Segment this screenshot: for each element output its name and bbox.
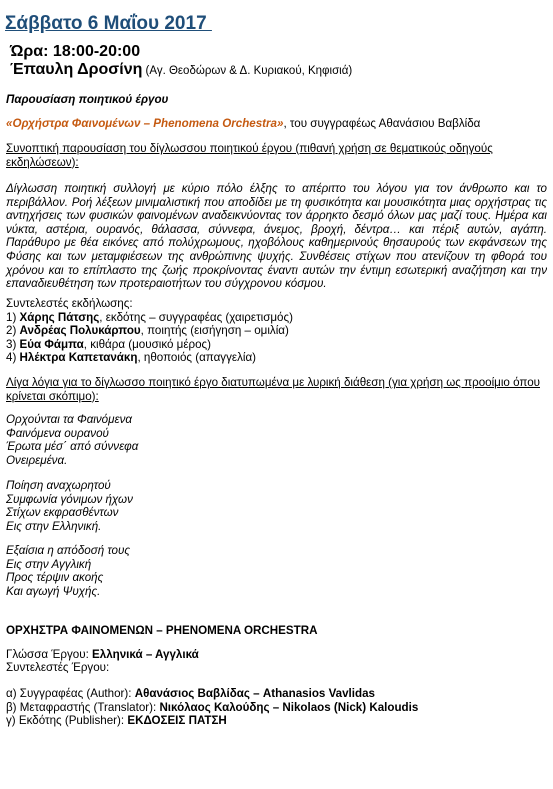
- contributor-role: , κιθάρα (μουσικό μέρος): [83, 337, 211, 351]
- list-item: [6, 338, 293, 352]
- credit-label: β) Μεταφραστής (Translator):: [6, 700, 160, 714]
- list-item: [6, 714, 418, 728]
- poem-line: Συμφωνία γόνιμων ήχων: [6, 492, 133, 506]
- list-item: [6, 701, 418, 715]
- event-date-heading: Σάββατο 6 Μαΐου 2017: [5, 13, 212, 34]
- item-number: 4): [6, 351, 20, 365]
- presentation-label: Παρουσίαση ποιητικού έργου: [6, 93, 169, 106]
- contributor-role: , ποιητής (εισήγηση – ομιλία): [140, 324, 289, 338]
- language-value: Ελληνικά – Αγγλικά: [92, 648, 199, 661]
- poem-line: Ποίηση αναχωρητού: [6, 479, 111, 492]
- venue-address: (Αγ. Θεοδώρων & Δ. Κυριακού, Κηφισιά): [142, 65, 353, 77]
- item-number: 1): [6, 310, 20, 324]
- poem-line: Ονειρεμένα.: [6, 453, 68, 467]
- work-line: [6, 117, 480, 131]
- event-contributors-heading: Συντελεστές εκδήλωσης:: [6, 297, 133, 310]
- item-number: 3): [6, 337, 20, 351]
- poem-line: Ορχούνται τα Φαινόμενα: [6, 413, 132, 426]
- credit-value: Νικόλαος Καλούδης – Nikolaos (Nick) Kaloudis: [159, 700, 419, 714]
- credits-list: [6, 687, 418, 728]
- credit-value: Αθανάσιος Βαβλίδας – Athanasios Vavlidas: [134, 687, 375, 700]
- credits-language: [6, 648, 199, 662]
- contributor-name: Εύα Φάμπα: [19, 337, 84, 351]
- poem-line: Στίχων εκφρασθέντων: [6, 506, 119, 520]
- poem-line: Φαινόμενα ουρανού: [6, 426, 109, 440]
- event-contributors: [6, 297, 293, 365]
- language-label: Γλώσσα Έργου:: [6, 648, 93, 661]
- credits-contributors-label: Συντελεστές Έργου:: [6, 661, 110, 674]
- summary-heading: Συνοπτική παρουσίαση του δίγλωσσου ποιητικού έργου (πιθανή χρήση σε θεματικούς οδηγούς εκδηλώσεων):: [6, 142, 493, 169]
- event-venue: [10, 60, 352, 81]
- poem-stanza-1: [6, 413, 138, 467]
- credit-label: α) Συγγραφέας (Author):: [6, 687, 135, 700]
- prologue-heading: Λίγα λόγια για το δίγλωσσο ποιητικό έργο διατυπωμένα με λυρική διάθεση (για χρήση ως προοίμιο όπου κρίνεται σκόπιμο):: [6, 376, 540, 403]
- contributor-name: Ηλέκτρα Καπετανάκη: [19, 351, 138, 365]
- event-time: Ώρα: 18:00-20:00: [10, 43, 141, 60]
- poem-stanza-3: [6, 544, 130, 598]
- work-author: , του συγγραφέως Αθανάσιου Βαβλίδα: [283, 117, 481, 130]
- credits-title: ΟΡΧΗΣΤΡΑ ΦΑΙΝΟΜΕΝΩΝ – PHENOMENA ORCHESTRA: [6, 624, 318, 637]
- credit-label: γ) Εκδότης (Publisher):: [6, 714, 128, 728]
- event-contributors-list: [6, 311, 293, 365]
- contributor-name: Χάρης Πάτσης: [19, 310, 100, 324]
- credit-value: ΕΚΔΟΣΕΙΣ ΠΑΤΣΗ: [127, 714, 227, 728]
- venue-name: Έπαυλη Δροσίνη: [10, 61, 143, 78]
- list-item: [6, 311, 293, 325]
- work-title: «Ορχήστρα Φαινομένων – Phenomena Orchestra»: [6, 117, 284, 130]
- poem-line: Εις στην Ελληνική.: [6, 519, 102, 533]
- item-number: 2): [6, 324, 20, 338]
- poem-line: Προς τέρψιν ακοής: [6, 571, 104, 585]
- poem-line: Εις στην Αγγλική: [6, 557, 92, 571]
- list-item: [6, 324, 293, 338]
- summary-body: Δίγλωσση ποιητική συλλογή με κύριο πόλο έλξης το απέριττο του λόγου για τον άνθρωπο και το περιβάλλον. Ροή λέξεων μινιμαλιστική που αποδίδει με τη φυσικότητα και μουσικότητα μιας ορχήστρας τις αντηχήσεις των φυσικών φαινομένων αναδεικνύοντας τον άρρηκτο δεσμό όλων μας μαζί τους. Ημέρα και νύκτα, αστέρια, ουρανός, θάλασσα, σύννεφα, άνεμος, βροχή, δέντρα… και πέριξ αυτών, αγάπη. Παράθυρο με θέα εικόνες από πολύχρωμους, ηχοβόλους καθημερινούς θησαυρούς των εκφάνσεων της Φύσης και των μεταμφιέσεων της ανθρώπινης ψυχής. Συνθέσεις στίχων που ατενίζουν τη φθορά του χρόνου και το επίπλαστο της ζωής προκρίνοντας έναντι αυτών την έντιμη εσωτερική αναζήτηση και την επαναδιευθέτηση των προτεραιοτήτων του σύγχρονου κόσμου.: [6, 182, 547, 291]
- poem-stanza-2: [6, 479, 133, 533]
- poem-line: Και αγωγή Ψυχής.: [6, 584, 101, 598]
- contributor-name: Ανδρέας Πολυκάρπου: [19, 324, 141, 338]
- contributor-role: , εκδότης – συγγραφέας (χαιρετισμός): [99, 310, 293, 324]
- poem-line: Έρωτα μέσ΄ από σύννεφα: [6, 440, 139, 454]
- contributor-role: , ηθοποιός (απαγγελία): [137, 351, 257, 365]
- list-item: [6, 351, 293, 365]
- list-item: [6, 687, 418, 701]
- poem-line: Εξαίσια η απόδοσή τους: [6, 544, 130, 557]
